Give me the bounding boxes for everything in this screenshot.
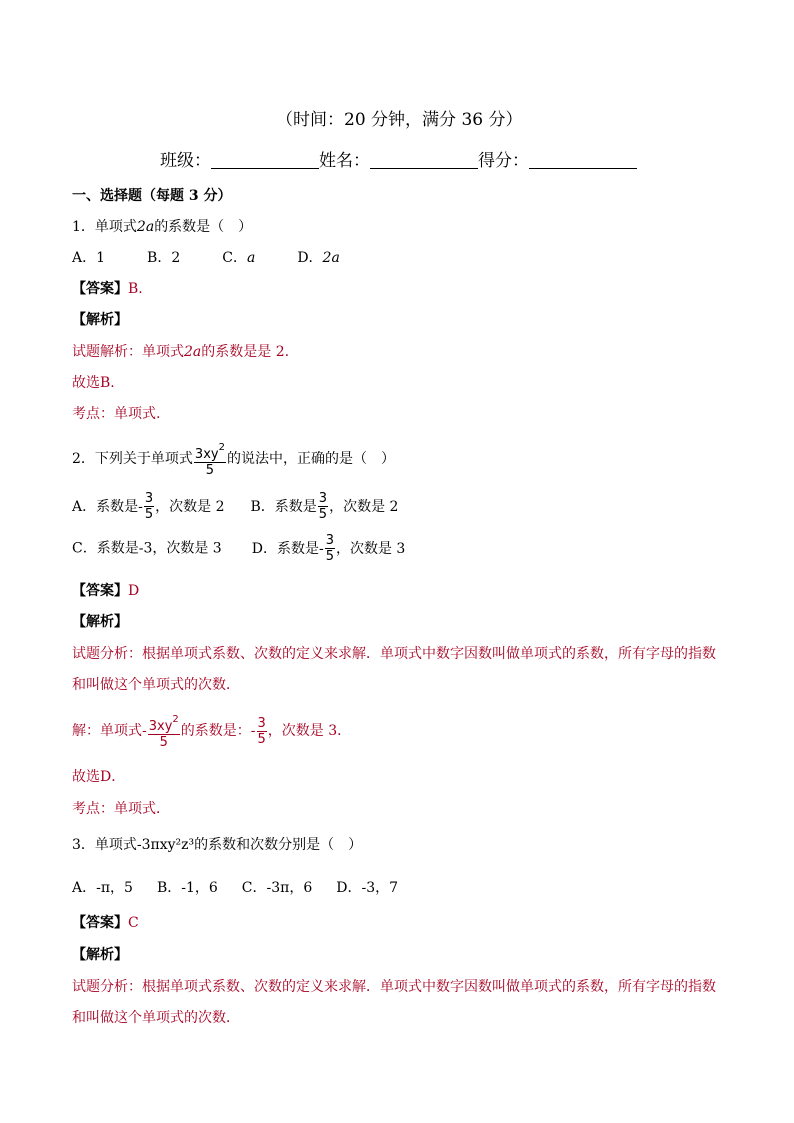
q1-stem-term: 2a <box>136 219 155 235</box>
section-title: 一、选择题（每题 3 分） <box>72 188 232 204</box>
q3-option-b: B．-1，6 <box>156 880 218 896</box>
answer-value: C <box>128 915 139 931</box>
answer-label: 【答案】 <box>72 281 128 297</box>
answer-label: 【答案】 <box>72 583 128 599</box>
q1-option-a: A．1 <box>72 250 106 266</box>
q1-answer <box>72 278 143 298</box>
q2-topic: 考点：单项式． <box>72 801 170 817</box>
q1-option-b: B．2 <box>147 250 181 266</box>
q1-choose: 故选B. <box>72 375 115 391</box>
q1-option-c: C．a <box>222 250 256 266</box>
q2-analysis-line1: 试题分析：根据单项式系数、次数的定义来求解．单项式中数字因数叫做单项式的系数，所有字母的指数 <box>72 646 716 662</box>
q3-options <box>72 877 398 897</box>
q3-option-a: A．-π，5 <box>72 880 133 896</box>
q3-analysis-line1: 试题分析：根据单项式系数、次数的定义来求解．单项式中数字因数叫做单项式的系数，所有字母的指数 <box>72 979 716 995</box>
q2-answer <box>72 580 139 600</box>
score-label: 得分： <box>478 151 529 171</box>
q2-monomial-fraction: $\frac{3xy^2}{5}$ <box>194 442 225 478</box>
q1-analysis-label: 【解析】 <box>72 312 128 328</box>
time-limit-line: （时间：20 分钟，满分 36 分） <box>276 110 523 130</box>
q3-option-c: C．-3π，6 <box>241 880 313 896</box>
q2-options-row2 <box>72 533 405 564</box>
answer-value: D <box>128 583 140 599</box>
q1-topic: 考点：单项式. <box>72 406 161 422</box>
q1-analysis-text: 试题解析：单项式2a的系数是是 2. <box>72 344 290 360</box>
score-blank <box>529 152 637 169</box>
q2-solution: 解：单项式- $\frac{3xy^2}{5}$ 的系数是：- $\frac{3}{5}$ ，次数是 3． <box>72 714 352 750</box>
q1-stem: 1．单项式2a的系数是（ ） <box>72 219 253 235</box>
q2-option-b: B．系数是 $\frac{3}{5}$ ，次数是 2 <box>250 491 399 522</box>
q2-option-d: D．系数是- $\frac{3}{5}$ ，次数是 3 <box>251 533 406 564</box>
q3-option-d: D．-3，7 <box>336 880 399 896</box>
class-blank <box>211 152 319 169</box>
q2-option-c: C．系数是-3，次数是 3 <box>72 540 222 557</box>
q3-stem: 3．单项式-3πxy²z³的系数和次数分别是（ ） <box>72 837 363 853</box>
q2-analysis-label: 【解析】 <box>72 614 128 630</box>
q3-analysis-line2: 和叫做这个单项式的次数． <box>72 1010 240 1026</box>
q2-choose: 故选D． <box>72 769 126 785</box>
name-blank <box>370 152 478 169</box>
answer-value: B. <box>128 281 143 297</box>
q2-options-row1 <box>72 491 398 522</box>
class-label: 班级： <box>160 151 211 171</box>
q2-stem: 2．下列关于单项式 $\frac{3xy^2}{5}$ 的说法中，正确的是（ ） <box>72 442 395 478</box>
q3-answer <box>72 912 139 932</box>
q1-option-d: D．2a <box>297 250 340 266</box>
q2-option-a: A．系数是- $\frac{3}{5}$ ，次数是 2 <box>72 491 225 522</box>
student-info-row <box>160 146 637 171</box>
answer-label: 【答案】 <box>72 915 128 931</box>
name-label: 姓名： <box>319 151 370 171</box>
q3-analysis-label: 【解析】 <box>72 947 128 963</box>
q1-options <box>72 247 340 267</box>
q2-analysis-line2: 和叫做这个单项式的次数． <box>72 677 240 693</box>
